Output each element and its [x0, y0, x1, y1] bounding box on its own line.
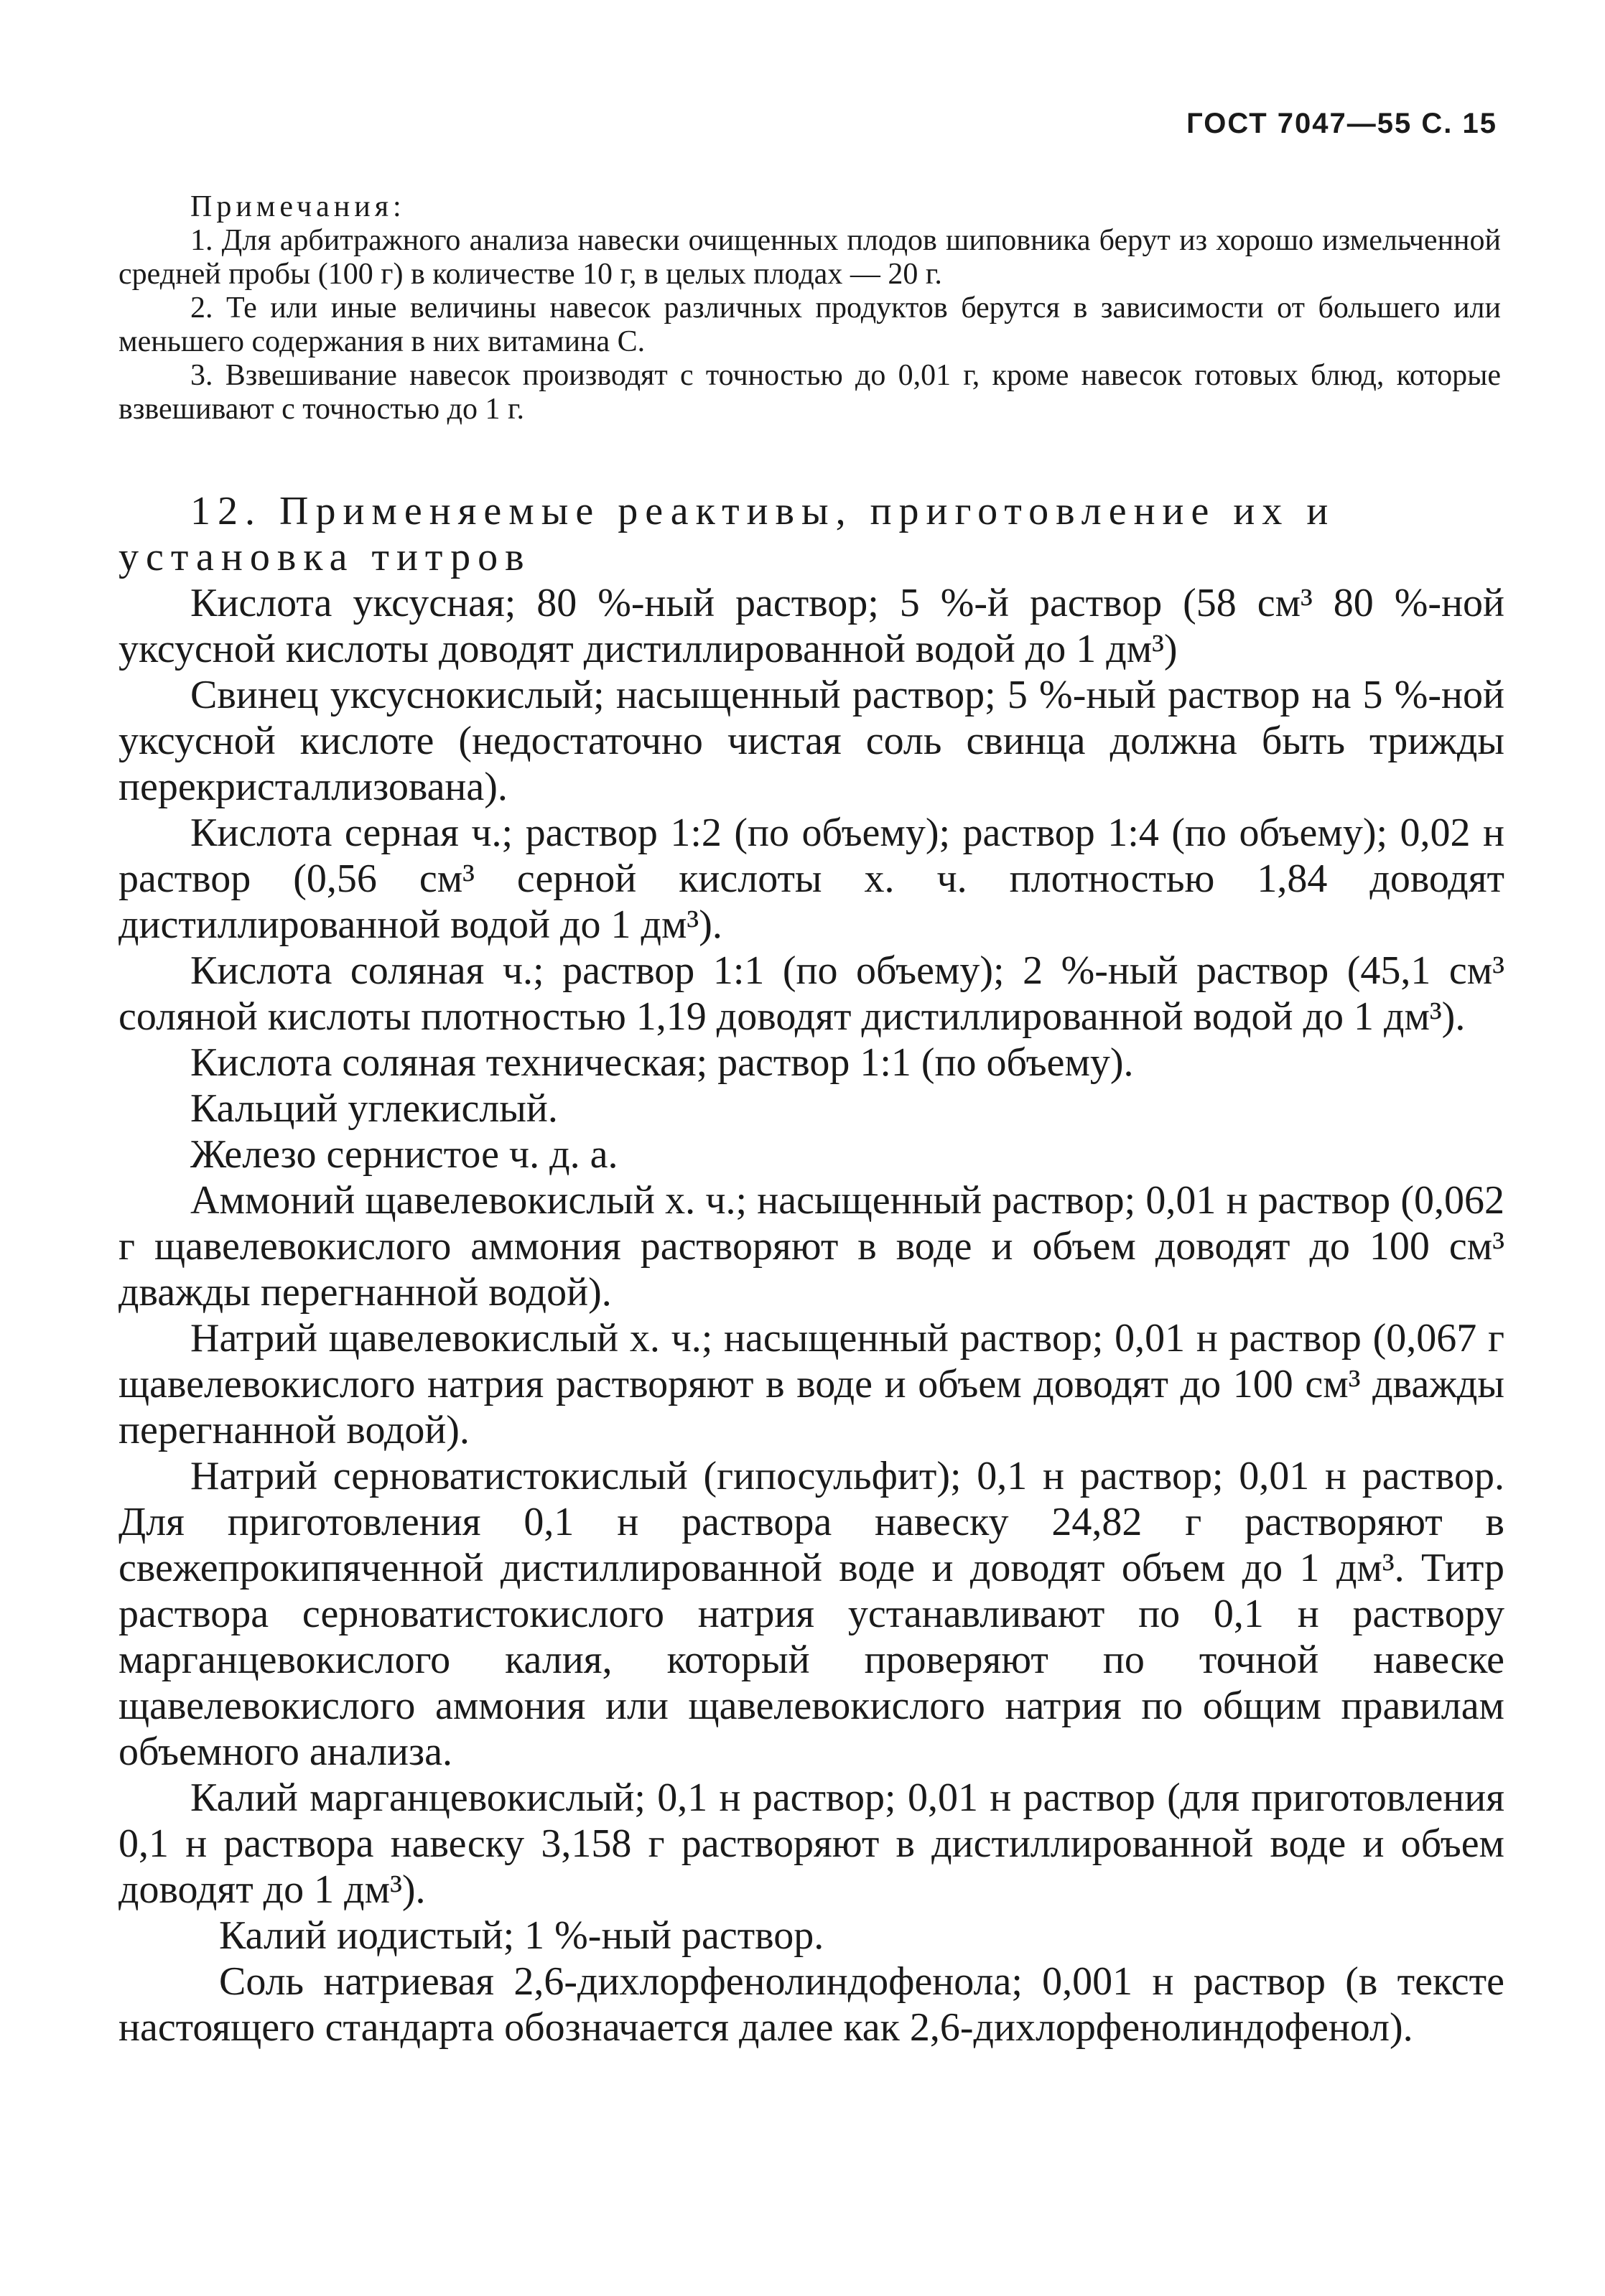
reagent-paragraph: Кислота соляная техническая; раствор 1:1 (по объему). [190, 1040, 1134, 1085]
reagent-paragraph: Натрий щавелевокислый х. ч.; насыщенный раствор; 0,01 н раствор (0,067 г щавелевокислого натрия растворяют в воде и объем доводят до 100 см³ дважды перегнанной водой). [118, 1316, 1504, 1452]
reagent-paragraph: Кальций углекислый. [190, 1086, 558, 1131]
reagent-paragraph: Кислота серная ч.; раствор 1:2 (по объему); раствор 1:4 (по объему); 0,02 н раствор (0,56 см³ серной кислоты х. ч. плотностью 1,84 доводят дистиллированной водой до 1 дм³). [118, 811, 1504, 947]
note-item: 1. Для арбитражного анализа навески очищенных плодов шиповника берут из хорошо измельченной средней пробы (100 г) в количестве 10 г, в целых плодах — 20 г. [118, 224, 1501, 291]
section-body [118, 488, 1504, 2050]
notes-block [118, 190, 1501, 426]
reagent-paragraph: Натрий серноватистокислый (гипосульфит); 0,1 н раствор; 0,01 н раствор. Для приготовления 0,1 н раствора навеску 24,82 г растворяют в свежепрокипяченной дистиллированной воде и доводят объем до 1 дм³. Титр раствора серноватистокислого натрия устанавливают по 0,1 н раствору марганцевокислого калия, который проверяют по точной навеске щавелевокислого аммония или щавелевокислого натрия по общим правилам объемного анализа. [118, 1454, 1504, 1774]
page-header: ГОСТ 7047—55 С. 15 [1186, 108, 1497, 139]
note-item: 2. Те или иные величины навесок различных продуктов берутся в зависимости от большего или меньшего содержания в них витамина С. [118, 291, 1501, 358]
note-item: 3. Взвешивание навесок производят с точностью до 0,01 г, кроме навесок готовых блюд, которые взвешивают с точностью до 1 г. [118, 359, 1501, 426]
reagent-paragraph: Кислота уксусная; 80 %-ный раствор; 5 %-й раствор (58 см³ 80 %-ной уксусной кислоты доводят дистиллированной водой до 1 дм³) [118, 581, 1504, 671]
reagent-paragraph: Свинец уксуснокислый; насыщенный раствор; 5 %-ный раствор на 5 %-ной уксусной кислоте (недостаточно чистая соль свинца должна быть трижды перекристаллизована). [118, 673, 1504, 809]
reagent-paragraph: Калий марганцевокислый; 0,1 н раствор; 0,01 н раствор (для приготовления 0,1 н раствора навеску 3,158 г растворяют в дистиллированной воде и объем доводят до 1 дм³). [118, 1775, 1504, 1912]
reagent-paragraph: Соль натриевая 2,6-дихлорфенолиндофенола; 0,001 н раствор (в тексте настоящего стандарта обозначается далее как 2,6-дихлорфенолиндофенол). [118, 1959, 1504, 2050]
reagent-paragraph: Калий иодистый; 1 %-ный раствор. [219, 1913, 824, 1958]
reagent-paragraph: Кислота соляная ч.; раствор 1:1 (по объему); 2 %-ный раствор (45,1 см³ соляной кислоты плотностью 1,19 доводят дистиллированной водой до 1 дм³). [118, 948, 1504, 1039]
reagent-paragraph: Железо сернистое ч. д. а. [190, 1132, 618, 1177]
section-heading: 12. Применяемые реактивы, приготовление их и установка титров [118, 489, 1336, 579]
notes-title: Примечания: [190, 190, 406, 223]
reagent-paragraph: Аммоний щавелевокислый х. ч.; насыщенный раствор; 0,01 н раствор (0,062 г щавелевокислого аммония растворяют в воде и объем доводят до 100 см³ дважды перегнанной водой). [118, 1178, 1504, 1315]
